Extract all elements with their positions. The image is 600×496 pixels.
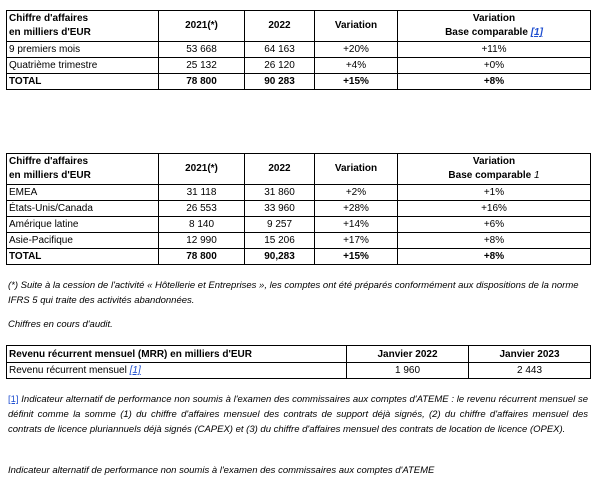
header-revenue-label: Chiffre d'affaires en milliers d'EUR [7,154,159,185]
final-note: Indicateur alternatif de performance non soumis à l'examen des commissaires aux comptes d'ATEME [8,465,435,476]
table-total-row: TOTAL 78 800 90 283 +15% +8% [7,74,591,90]
header-variation: Variation [315,154,398,185]
header-mrr-label: Revenu récurrent mensuel (MRR) en milliers d'EUR [7,346,347,363]
header-2022: 2022 [245,154,315,185]
asterisk-note: (*) Suite à la cession de l'activité « Hôtellerie et Entreprises », les comptes ont été préparés conformément aux dispositions de la norme IFRS 5 qui traite des activités abandonnées. [8,280,579,306]
table-header-row [7,11,591,42]
header-jan-2022: Janvier 2022 [347,346,469,363]
header-2021: 2021(*) [159,11,245,42]
table-total-row: TOTAL 78 800 90,283 +15% +8% [7,249,591,265]
header-2021: 2021(*) [159,154,245,185]
table-row: Revenu récurrent mensuel [1] 1 960 2 443 [7,363,591,379]
header-2022: 2022 [245,11,315,42]
mrr-table [6,345,591,379]
revenue-by-period-table [6,10,591,90]
table-row: Asie-Pacifique 12 990 15 206 +17% +8% [7,233,591,249]
footnote-ref-link[interactable]: [1] [530,27,543,38]
audit-note: Chiffres en cours d'audit. [8,319,113,330]
table-header-row [7,154,591,185]
header-variation: Variation [315,11,398,42]
table-header-row [7,346,591,363]
table-row: États-Unis/Canada 26 553 33 960 +28% +16% [7,201,591,217]
table-row: Amérique latine 8 140 9 257 +14% +6% [7,217,591,233]
header-jan-2023: Janvier 2023 [469,346,591,363]
table-row: EMEA 31 118 31 860 +2% +1% [7,185,591,201]
footnote-definition: [1] Indicateur alternatif de performance non soumis à l'examen des commissaires aux comptes d'ATEME : le revenu récurrent mensuel se définit comme la somme (1) du chiffre d'affaires mensuel des contrats de support déjà signés, (2) du chiffre d'affaires mensuel des contrats de licence pluriannuels déjà signés (CAPEX) et (3) du chiffre d'affaires mensuel des contrats de location de licence (OPEX). [8,394,588,435]
table-row: Quatrième trimestre 25 132 26 120 +4% +0% [7,58,591,74]
revenue-by-region-table [6,153,591,265]
footnote-anchor-link[interactable]: [1] [8,394,19,405]
footnote-ref: 1 [534,170,540,181]
footnote-ref-link[interactable]: [1] [129,365,141,376]
header-variation-comparable: Variation Base comparable [1] [398,11,591,42]
table-row: 9 premiers mois 53 668 64 163 +20% +11% [7,42,591,58]
header-variation-comparable: Variation Base comparable 1 [398,154,591,185]
header-revenue-label: Chiffre d'affaires en milliers d'EUR [7,11,159,42]
